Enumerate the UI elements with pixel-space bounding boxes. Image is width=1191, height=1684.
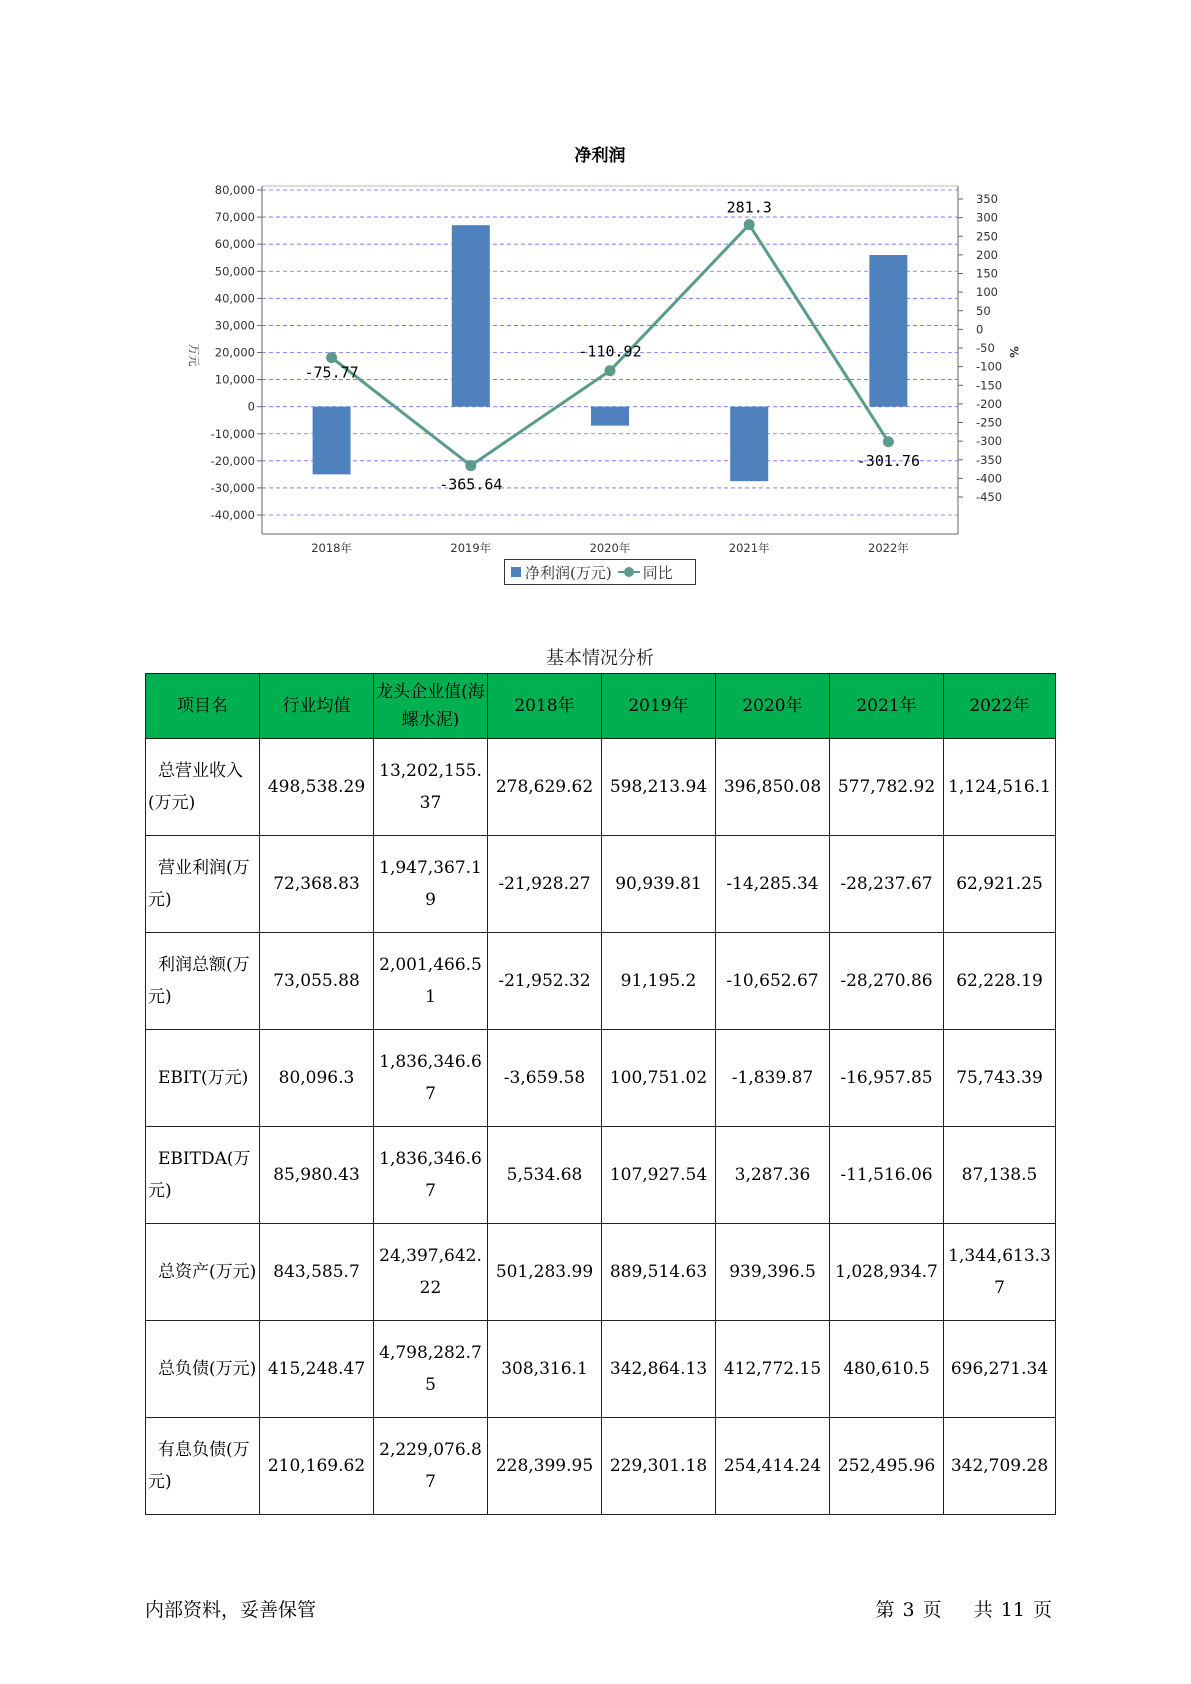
value-cell: 87,138.5 bbox=[944, 1127, 1056, 1224]
y-tick-label: 70,000 bbox=[214, 210, 255, 225]
y2-tick-label: 150 bbox=[976, 266, 998, 281]
value-cell: 278,629.62 bbox=[488, 739, 602, 836]
row-label-cell: 有息负债(万元) bbox=[146, 1418, 260, 1515]
table-row bbox=[146, 836, 1056, 933]
table-row bbox=[146, 1030, 1056, 1127]
value-cell: -14,285.34 bbox=[716, 836, 830, 933]
value-cell: 24,397,642.22 bbox=[374, 1224, 488, 1321]
row-label-cell: 总资产(万元) bbox=[146, 1224, 260, 1321]
row-label-cell: EBITDA(万元) bbox=[146, 1127, 260, 1224]
value-cell: -3,659.58 bbox=[488, 1030, 602, 1127]
value-cell: 889,514.63 bbox=[602, 1224, 716, 1321]
data-label: -110.92 bbox=[578, 342, 642, 361]
x-tick-label: 2019年 bbox=[450, 541, 492, 555]
y2-tick-label: -200 bbox=[976, 396, 1003, 411]
table-header-cell: 2021年 bbox=[830, 674, 944, 739]
value-cell: 939,396.5 bbox=[716, 1224, 830, 1321]
value-cell: -28,237.67 bbox=[830, 836, 944, 933]
value-cell: 85,980.43 bbox=[260, 1127, 374, 1224]
y-tick-label: -20,000 bbox=[210, 453, 255, 468]
value-cell: 252,495.96 bbox=[830, 1418, 944, 1515]
value-cell: 1,344,613.37 bbox=[944, 1224, 1056, 1321]
y-tick-label: 50,000 bbox=[214, 264, 255, 279]
y2-tick-label: 0 bbox=[976, 322, 984, 337]
table-header-cell: 2020年 bbox=[716, 674, 830, 739]
table-header-cell: 2022年 bbox=[944, 674, 1056, 739]
bar bbox=[869, 255, 907, 407]
y2-tick-label: -300 bbox=[976, 434, 1003, 449]
value-cell: 73,055.88 bbox=[260, 933, 374, 1030]
table-header-cell: 2018年 bbox=[488, 674, 602, 739]
bar bbox=[730, 407, 768, 481]
row-label-cell: 总营业收入(万元) bbox=[146, 739, 260, 836]
table-row bbox=[146, 1321, 1056, 1418]
total-num: 11 bbox=[1000, 1599, 1025, 1621]
y2-tick-label: 50 bbox=[976, 303, 991, 318]
legend-line-swatch bbox=[618, 567, 640, 577]
value-cell: 3,287.36 bbox=[716, 1127, 830, 1224]
value-cell: 75,743.39 bbox=[944, 1030, 1056, 1127]
value-cell: 4,798,282.75 bbox=[374, 1321, 488, 1418]
table-caption: 基本情况分析 bbox=[546, 648, 654, 669]
y2-tick-label: 350 bbox=[976, 192, 998, 206]
y2-tick-label: -50 bbox=[976, 341, 995, 355]
row-label-cell: 营业利润(万元) bbox=[146, 836, 260, 933]
y2-tick-label: -100 bbox=[976, 359, 1003, 374]
y-tick-label: 10,000 bbox=[214, 372, 255, 387]
y2-tick-label: -350 bbox=[976, 452, 1003, 467]
value-cell: 72,368.83 bbox=[260, 836, 374, 933]
data-label: 281.3 bbox=[726, 198, 772, 217]
value-cell: 2,229,076.87 bbox=[374, 1418, 488, 1515]
legend-bar-swatch bbox=[511, 567, 521, 577]
chart-title: 净利润 bbox=[574, 146, 626, 166]
y2-tick-label: 300 bbox=[976, 210, 998, 225]
value-cell: 91,195.2 bbox=[602, 933, 716, 1030]
y2-tick-label: -450 bbox=[976, 490, 1003, 504]
value-cell: 342,709.28 bbox=[944, 1418, 1056, 1515]
bar bbox=[452, 225, 490, 406]
value-cell: -21,928.27 bbox=[488, 836, 602, 933]
y-tick-label: 80,000 bbox=[214, 183, 255, 197]
legend-bar-label: 净利润(万元) bbox=[525, 563, 612, 582]
row-label-cell: EBIT(万元) bbox=[146, 1030, 260, 1127]
footer-page-number bbox=[871, 1595, 1056, 1622]
value-cell: -1,839.87 bbox=[716, 1030, 830, 1127]
table-row bbox=[146, 1224, 1056, 1321]
value-cell: 210,169.62 bbox=[260, 1418, 374, 1515]
value-cell: -11,516.06 bbox=[830, 1127, 944, 1224]
y2-tick-label: 200 bbox=[976, 247, 998, 262]
value-cell: 598,213.94 bbox=[602, 739, 716, 836]
value-cell: 415,248.47 bbox=[260, 1321, 374, 1418]
value-cell: 62,921.25 bbox=[944, 836, 1056, 933]
value-cell: 1,836,346.67 bbox=[374, 1127, 488, 1224]
legend-line-label: 同比 bbox=[642, 563, 673, 582]
value-cell: 1,836,346.67 bbox=[374, 1030, 488, 1127]
y2-tick-label: 100 bbox=[976, 285, 998, 300]
value-cell: 396,850.08 bbox=[716, 739, 830, 836]
y-tick-label: 60,000 bbox=[214, 237, 255, 252]
y-tick-label: 30,000 bbox=[214, 318, 255, 333]
page-num: 3 bbox=[902, 1599, 915, 1621]
page-unit: 页 bbox=[922, 1599, 942, 1621]
page-prefix: 第 bbox=[875, 1599, 895, 1621]
net-profit-chart bbox=[0, 0, 1191, 560]
y2-tick-label: -150 bbox=[976, 378, 1003, 393]
table-row bbox=[146, 1418, 1056, 1515]
value-cell: 577,782.92 bbox=[830, 739, 944, 836]
y2-tick-label: 250 bbox=[976, 229, 998, 244]
y-axis-label: 万元 bbox=[187, 343, 201, 367]
value-cell: 90,939.81 bbox=[602, 836, 716, 933]
value-cell: 412,772.15 bbox=[716, 1321, 830, 1418]
bar bbox=[591, 407, 629, 426]
row-label-cell: 总负债(万元) bbox=[146, 1321, 260, 1418]
y-tick-label: -10,000 bbox=[210, 426, 255, 441]
value-cell: 1,947,367.19 bbox=[374, 836, 488, 933]
value-cell: 2,001,466.51 bbox=[374, 933, 488, 1030]
x-tick-label: 2022年 bbox=[868, 541, 909, 555]
value-cell: 100,751.02 bbox=[602, 1030, 716, 1127]
value-cell: -28,270.86 bbox=[830, 933, 944, 1030]
value-cell: 308,316.1 bbox=[488, 1321, 602, 1418]
bar bbox=[313, 407, 351, 475]
total-prefix: 共 bbox=[973, 1599, 993, 1621]
row-label-cell: 利润总额(万元) bbox=[146, 933, 260, 1030]
value-cell: 80,096.3 bbox=[260, 1030, 374, 1127]
y-tick-label: -40,000 bbox=[210, 508, 255, 522]
value-cell: 13,202,155.37 bbox=[374, 739, 488, 836]
y-tick-label: 0 bbox=[247, 399, 255, 414]
y2-tick-label: -400 bbox=[976, 471, 1003, 486]
line-point bbox=[326, 352, 337, 363]
value-cell: 480,610.5 bbox=[830, 1321, 944, 1418]
value-cell: 498,538.29 bbox=[260, 739, 374, 836]
value-cell: 696,271.34 bbox=[944, 1321, 1056, 1418]
basic-analysis-table bbox=[145, 673, 1056, 1515]
data-label: -365.64 bbox=[439, 475, 503, 494]
table-header-row bbox=[146, 674, 1056, 739]
value-cell: -21,952.32 bbox=[488, 933, 602, 1030]
chart-legend bbox=[504, 559, 696, 585]
line-point bbox=[744, 219, 755, 230]
value-cell: 107,927.54 bbox=[602, 1127, 716, 1224]
table-header-cell: 行业均值 bbox=[260, 674, 374, 739]
value-cell: 501,283.99 bbox=[488, 1224, 602, 1321]
line-point bbox=[465, 460, 476, 471]
footer-confidential: 内部资料，妥善保管 bbox=[145, 1599, 317, 1621]
value-cell: -16,957.85 bbox=[830, 1030, 944, 1127]
table-row bbox=[146, 739, 1056, 836]
value-cell: 5,534.68 bbox=[488, 1127, 602, 1224]
value-cell: 229,301.18 bbox=[602, 1418, 716, 1515]
table-row bbox=[146, 933, 1056, 1030]
x-tick-label: 2018年 bbox=[311, 541, 352, 555]
value-cell: 843,585.7 bbox=[260, 1224, 374, 1321]
y2-tick-label: -250 bbox=[976, 415, 1003, 430]
y-tick-label: -30,000 bbox=[210, 480, 255, 495]
line-point bbox=[605, 365, 616, 376]
value-cell: 1,124,516.1 bbox=[944, 739, 1056, 836]
x-tick-label: 2020年 bbox=[589, 541, 631, 555]
value-cell: 228,399.95 bbox=[488, 1418, 602, 1515]
value-cell: 62,228.19 bbox=[944, 933, 1056, 1030]
table-header-cell: 2019年 bbox=[602, 674, 716, 739]
table-header-cell: 龙头企业值(海螺水泥) bbox=[374, 674, 488, 739]
data-label: -75.77 bbox=[304, 363, 359, 382]
y-tick-label: 20,000 bbox=[214, 345, 255, 360]
y2-axis-label: % bbox=[1007, 346, 1021, 358]
table-header-cell: 项目名 bbox=[146, 674, 260, 739]
table-row bbox=[146, 1127, 1056, 1224]
total-unit: 页 bbox=[1032, 1599, 1052, 1621]
value-cell: 254,414.24 bbox=[716, 1418, 830, 1515]
data-label: -301.76 bbox=[856, 451, 921, 470]
value-cell: 1,028,934.7 bbox=[830, 1224, 944, 1321]
line-point bbox=[883, 436, 894, 447]
x-tick-label: 2021年 bbox=[728, 541, 770, 555]
value-cell: -10,652.67 bbox=[716, 933, 830, 1030]
value-cell: 342,864.13 bbox=[602, 1321, 716, 1418]
y-tick-label: 40,000 bbox=[214, 291, 255, 306]
